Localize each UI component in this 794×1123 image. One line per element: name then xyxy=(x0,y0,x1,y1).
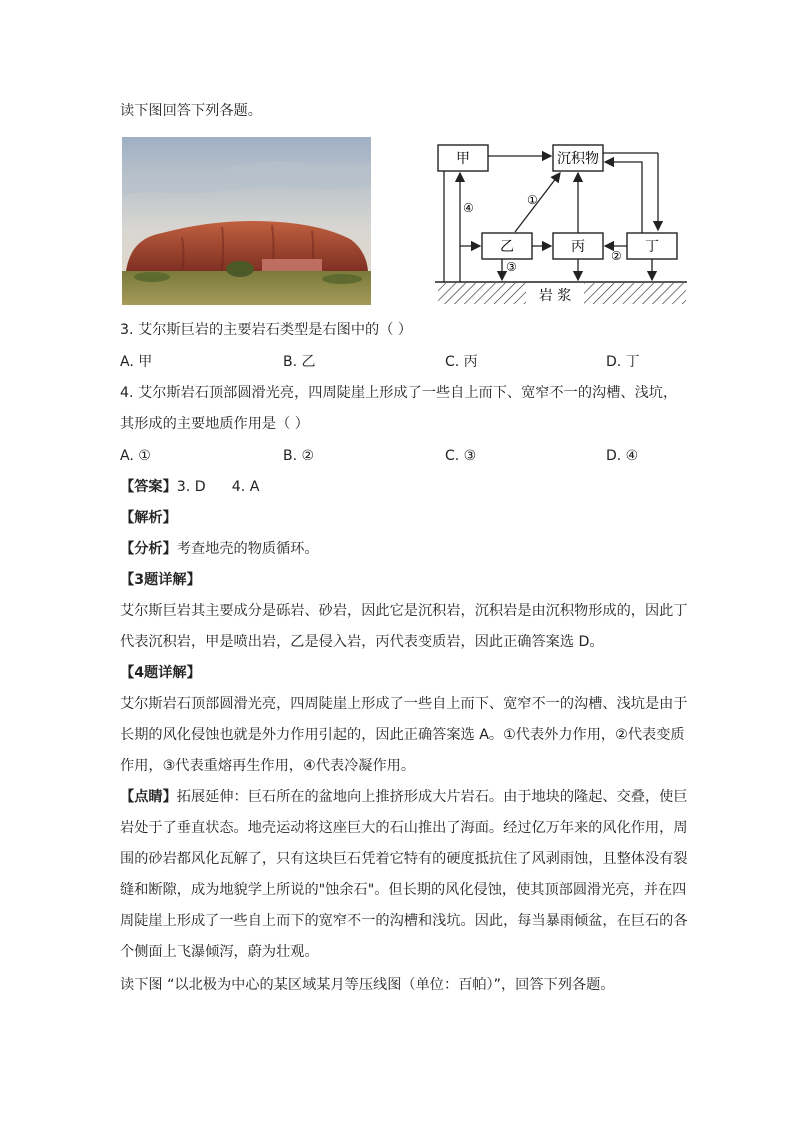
fenxi-line xyxy=(120,539,319,559)
detail-4-line-3: 作用，③代表重熔再生作用，④代表冷凝作用。 xyxy=(120,758,416,774)
q3-option-a: A. 甲 xyxy=(120,354,153,370)
q4-option-b: B. ② xyxy=(283,448,315,464)
uluru-photo xyxy=(122,137,371,305)
q4-option-d: D. ④ xyxy=(606,448,639,464)
fenxi-label: 【分析】 xyxy=(120,541,177,557)
detail-3-line-1: 艾尔斯巨岩其主要成分是砾岩、砂岩，因此它是沉积岩，沉积岩是由沉积物形成的，因此丁 xyxy=(120,603,688,619)
intro-text: 读下图回答下列各题。 xyxy=(120,103,262,119)
magma-layer xyxy=(435,282,687,304)
magma-label: 岩 浆 xyxy=(538,288,572,304)
box-yi xyxy=(482,233,532,259)
q4-option-c: C. ③ xyxy=(445,448,477,464)
mark-2: ② xyxy=(611,249,622,263)
q4-option-a: A. ① xyxy=(120,448,151,464)
box-jia xyxy=(438,145,488,171)
box-sediment xyxy=(553,145,603,171)
box-sediment-label: 沉积物 xyxy=(557,151,599,167)
detail-4-title: 【4题详解】 xyxy=(120,665,201,681)
mark-3: ③ xyxy=(506,260,517,274)
dianjing-line-5: 周陡崖上形成了一些自上而下的宽窄不一的沟槽和浅坑。因此，每当暴雨倾盆，在巨石的各 xyxy=(120,913,688,929)
dianjing-first: 拓展延伸：巨石所在的盆地向上推挤形成大片岩石。由于地块的隆起、交叠，使巨 xyxy=(176,789,688,805)
q3-option-b: B. 乙 xyxy=(283,354,316,370)
mark-1: ① xyxy=(527,193,538,207)
dianjing-line-2: 岩处于了垂直状态。地壳运动将这座巨大的石山推出了海面。经过亿万年来的风化作用，周 xyxy=(120,820,688,836)
q3-option-d: D. 丁 xyxy=(606,354,640,370)
question-4-line-2: 其形成的主要地质作用是（ ） xyxy=(120,416,309,432)
dianjing-line-4: 缝和断隙，成为地貌学上所说的"蚀余石"。但长期的风化侵蚀，使其顶部圆滑光亮，并在四 xyxy=(120,882,687,898)
answer-4: 4. A xyxy=(231,479,260,495)
box-jia-label: 甲 xyxy=(456,151,470,167)
box-bing-label: 丙 xyxy=(571,239,585,255)
box-ding xyxy=(627,233,677,259)
detail-3-line-2: 代表沉积岩，甲是喷出岩，乙是侵入岩，丙代表变质岩，因此正确答案选 D。 xyxy=(120,634,604,650)
answer-line xyxy=(120,477,260,497)
box-ding-label: 丁 xyxy=(645,239,659,255)
next-question-intro: 读下图 “以北极为中心的某区域某月等压线图（单位：百帕）”，回答下列各题。 xyxy=(120,977,615,993)
cycle-arrows xyxy=(444,153,658,282)
dianjing-line-6: 个侧面上飞瀑倾泻，蔚为壮观。 xyxy=(120,944,319,960)
answer-label: 【答案】 xyxy=(120,479,177,495)
dianjing-line-3: 围的砂岩都风化瓦解了，只有这块巨石凭着它特有的硬度抵抗住了风剥雨蚀，且整体没有裂 xyxy=(120,851,688,867)
box-bing xyxy=(553,233,603,259)
question-3: 3. 艾尔斯巨岩的主要岩石类型是右图中的（ ） xyxy=(120,322,413,338)
dianjing-label: 【点睛】 xyxy=(120,789,177,805)
mark-4: ④ xyxy=(463,201,474,215)
box-yi-label: 乙 xyxy=(500,239,514,255)
detail-3-title: 【3题详解】 xyxy=(120,572,201,588)
detail-4-line-2: 长期的风化侵蚀也就是外力作用引起的，因此正确答案选 A。①代表外力作用，②代表变质 xyxy=(120,727,685,743)
question-4-line-1: 4. 艾尔斯岩石顶部圆滑光亮，四周陡崖上形成了一些自上而下、宽窄不一的沟槽、浅坑， xyxy=(120,385,678,401)
rock-cycle-diagram xyxy=(430,140,690,310)
q3-option-c: C. 丙 xyxy=(445,354,478,370)
fenxi-text: 考查地壳的物质循环。 xyxy=(176,541,319,557)
answer-3: 3. D xyxy=(176,479,206,495)
dianjing-line-1 xyxy=(120,787,688,807)
analysis-title: 【解析】 xyxy=(120,510,177,526)
detail-4-line-1: 艾尔斯岩石顶部圆滑光亮，四周陡崖上形成了一些自上而下、宽窄不一的沟槽、浅坑是由于 xyxy=(120,696,688,712)
